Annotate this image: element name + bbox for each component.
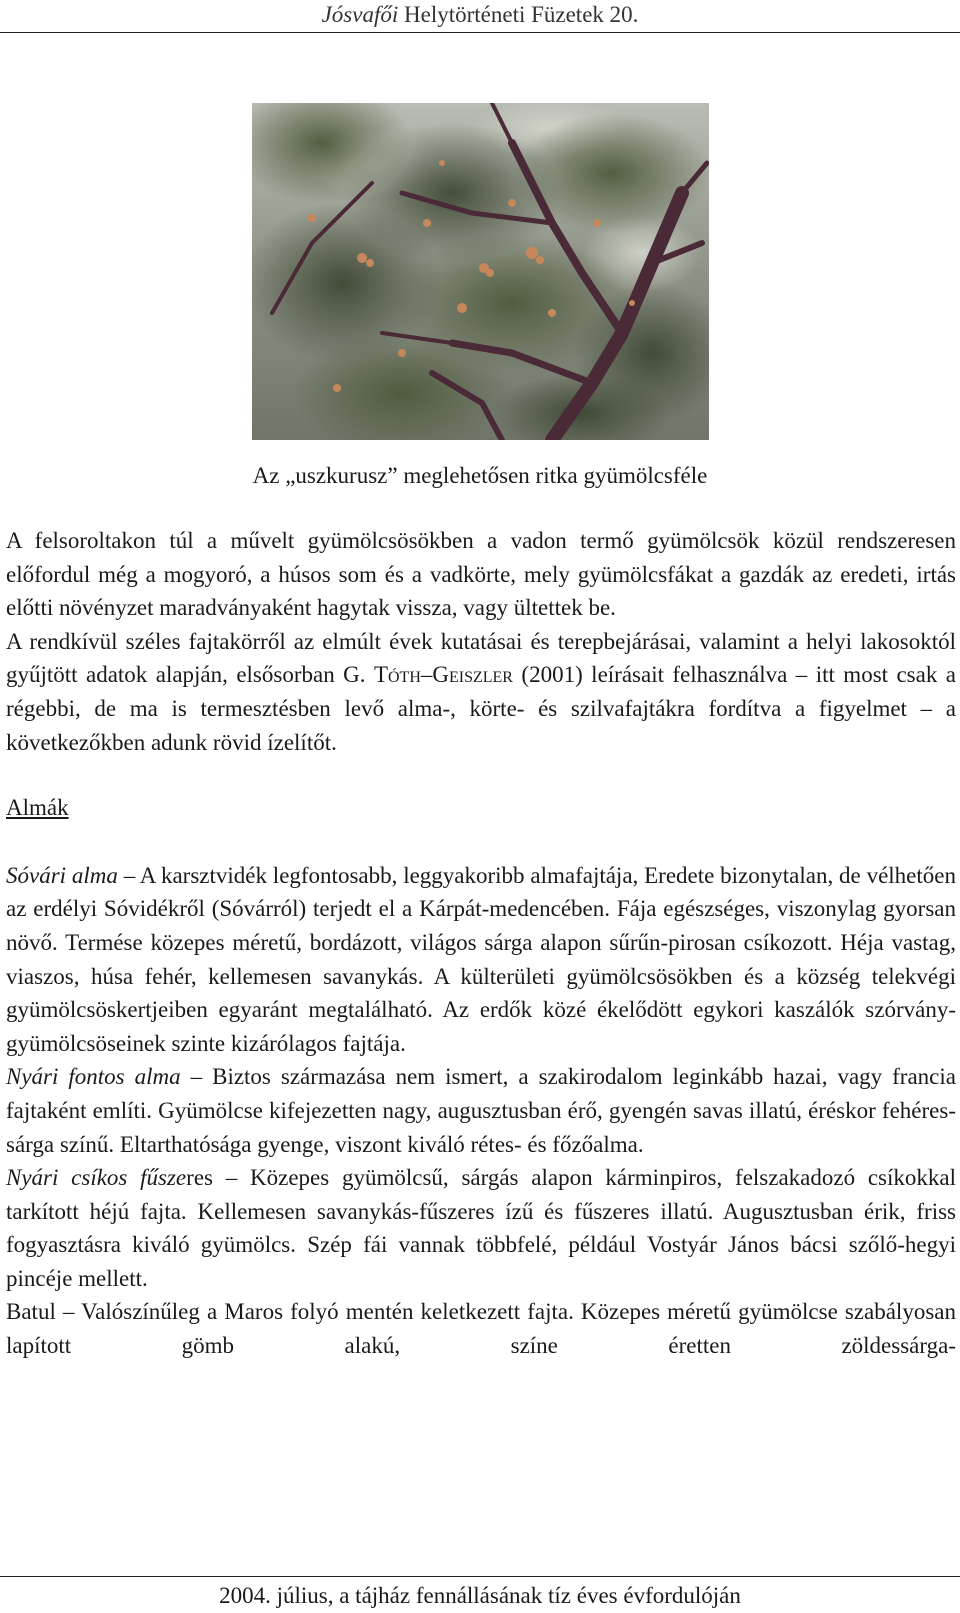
tree-photo-image — [252, 103, 709, 440]
header-series-title: Helytörténeti Füzetek 20. — [398, 2, 639, 27]
main-text — [6, 524, 956, 1363]
variety-nyari-csikos — [6, 1161, 956, 1295]
variety-description: – Közepes gyümölcsű, sárgás alapon kárminpiros, felszakadozó csíkokkal tarkított héjú fajta. Kellemesen savanykás-fűszeres ízű és fűszeres illatú. Augusztusban érik, friss fogyasztásra kiváló gyümölcs. Szép fái vannak többfelé, például Vostyár János bácsi szőlő-hegyi pincéje mellett. — [6, 1165, 956, 1291]
intro-paragraph: A felsoroltakon túl a művelt gyümölcsösökben a vadon termő gyümölcsök közül rendszeresen előfordul még a mogyoró, a húsos som és a vadkörte, mely gyümölcsfákat a gazdák az eredeti, irtás előtti növényzet maradványaként hagytak vissza, vagy ültettek be. — [6, 528, 956, 621]
variety-name: Nyári csíkos fűsze — [6, 1165, 187, 1191]
author-name: Tóth — [373, 662, 421, 688]
page-header — [0, 0, 960, 36]
variety-nyari-fontos — [6, 1060, 956, 1161]
variety-description: – A karsztvidék legfontosabb, leggyakoribb almafajtája, Eredete bizonytalan, de vélhetően az erdélyi Sóvidékről (Sóvárról) terjedt el a Kárpát-medencében. Fája egészséges, viszonylag gyorsan növő. Termése közepes méretű, bordázott, világos sárga alapon sűrűn-pirosan csíkozott. Héja vastag, viaszos, húsa fehér, kellemesen savanykás. A külterületi gyümölcsösökben és a község telekvégi gyümölcsöskertjeiben egyaránt megtalálható. Az erdők közé ékelődött egykori kaszálók szórvány-gyümölcsöseinek szinte kizárólagos fajtája. — [6, 862, 956, 1056]
header-divider — [0, 32, 960, 33]
photo-caption: Az „uszkurusz” meglehetősen ritka gyümölcsféle — [252, 463, 708, 488]
variety-description: – Biztos származása nem ismert, a szakirodalom leginkább hazai, vagy francia fajtaként említi. Gyümölcse kifejezetten nagy, augusztusban érő, gyengén savas illatú, éréskor fehéres-sárga színű. Eltarthatósága gyenge, viszont kiváló rétes- és főzőalma. — [6, 1064, 956, 1157]
source-paragraph-text: A rendkívül széles fajtakörről az elmúlt évek kutatásai és terepbejárásai, valamint a helyi lakosoktól gyűjtött adatok alapján, elsősorban G. — [6, 628, 956, 688]
footer-divider — [0, 1576, 960, 1577]
variety-name: Nyári fontos alma — [6, 1064, 181, 1090]
variety-name: Sóvári alma — [6, 862, 118, 888]
source-paragraph-rest: (2001) leírásait felhasználva – itt most csak a régebbi, de ma is termesztésben levő alma-, körte- és szilvafajtákra fordítva a figyelmet – a következőkben adunk rövid ízelítőt. — [6, 662, 956, 755]
variety-name-suffix: res — [186, 1165, 213, 1191]
source-paragraph — [6, 625, 956, 759]
variety-sovari — [6, 859, 956, 1061]
header-series-name: Jósvafői — [321, 2, 399, 27]
section-heading-almak: Almák — [6, 795, 69, 821]
page-footer: 2004. július, a tájház fennállásának tíz éves évfordulóján — [219, 1583, 741, 1608]
author-name-second: Geiszler — [432, 662, 513, 688]
variety-batul: Batul – Valószínűleg a Maros folyó mentén keletkezett fajta. Közepes méretű gyümölcse szabályosan lapított gömb alakú, színe éretten zöldessárga- — [6, 1299, 956, 1359]
author-dash: – — [420, 662, 433, 688]
tree-photo — [252, 103, 709, 440]
